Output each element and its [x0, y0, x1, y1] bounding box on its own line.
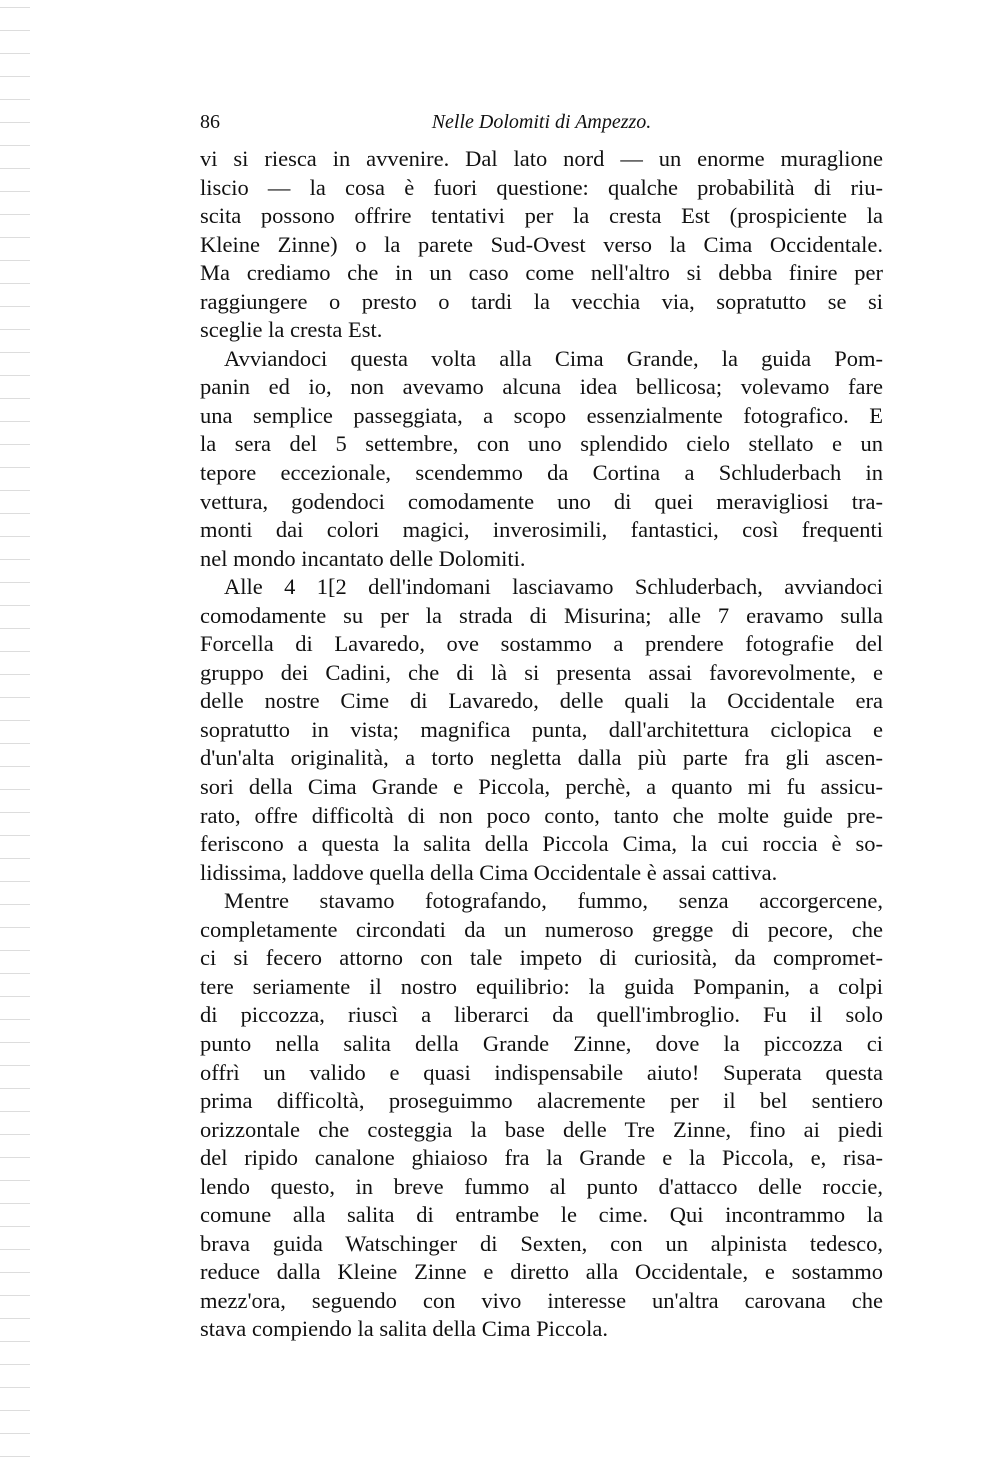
text-line: stava compiendo la salita della Cima Piccola. [200, 1316, 608, 1342]
running-title: Nelle Dolomiti di Ampezzo. [431, 111, 652, 133]
page-body [200, 145, 883, 1344]
text-line: gruppo dei Cadini, che di là si presenta assai favorevolmente, e [200, 659, 883, 685]
text-line: panin ed io, non avevamo alcuna idea bellicosa; volevamo fare [200, 374, 883, 400]
text-line: Avviandoci questa volta alla Cima Grande, la guida Pom- [224, 345, 883, 371]
text-line: brava guida Watschinger di Sexten, con un alpinista tedesco, [200, 1230, 883, 1256]
text-line: ci si fecero attorno con tale impeto di curiosità, da compromet- [200, 945, 883, 971]
text-line: vi si riesca in avvenire. Dal lato nord — un enorme muraglione [200, 146, 883, 171]
paragraph [200, 145, 883, 345]
text-line: Forcella di Lavaredo, ove sostammo a prendere fotografie del [200, 631, 883, 657]
text-line: comune alla salita di entrambe le cime. Qui incontrammo la [200, 1202, 883, 1228]
text-line: Alle 4 1[2 dell'indomani lasciavamo Schluderbach, avviandoci [224, 574, 883, 600]
text-line: scita possono offrire tentativi per la cresta Est (prospiciente la [200, 203, 883, 229]
text-line: lendo questo, in breve fummo al punto d'attacco delle roccie, [200, 1173, 883, 1199]
text-line: comodamente su per la strada di Misurina; alle 7 eravamo sulla [200, 602, 883, 628]
scan-margin-noise [0, 0, 30, 1475]
text-line: delle nostre Cime di Lavaredo, delle quali la Occidentale era [200, 688, 883, 714]
text-line: del ripido canalone ghiaioso fra la Grande e la Piccola, e, risa- [200, 1145, 883, 1171]
text-line: raggiungere o presto o tardi la vecchia via, sopratutto se si [200, 288, 883, 314]
text-line: d'un'alta originalità, a torto negletta dalla più parte fra gli ascen- [200, 745, 883, 771]
text-line: mezz'ora, seguendo con vivo interesse un'altra carovana che [200, 1287, 883, 1313]
text-line: nel mondo incantato delle Dolomiti. [200, 545, 526, 571]
text-line: tere seriamente il nostro equilibrio: la guida Pompanin, a colpi [200, 973, 883, 999]
paragraph [200, 573, 883, 887]
text-line: sceglie la cresta Est. [200, 317, 383, 343]
text-line: Ma crediamo che in un caso come nell'altro si debba finire per [200, 260, 883, 286]
paragraph [200, 345, 883, 573]
text-line: sori della Cima Grande e Piccola, perchè, a quanto mi fu assicu- [200, 774, 883, 800]
text-line: completamente circondati da un numeroso gregge di pecore, che [200, 916, 883, 942]
text-line: vettura, godendoci comodamente uno di quei meravigliosi tra- [200, 488, 883, 514]
text-line: monti dai colori magici, inverosimili, fantastici, così frequenti [200, 517, 883, 543]
text-line: reduce dalla Kleine Zinne e diretto alla Occidentale, e sostammo [200, 1259, 883, 1285]
paragraph [200, 887, 883, 1344]
text-line: rato, offre difficoltà di non poco conto, tanto che molte guide pre- [200, 802, 883, 828]
text-line: Kleine Zinne) o la parete Sud-Ovest verso la Cima Occidentale. [200, 231, 883, 257]
text-line: di piccozza, riuscì a liberarci da quell'imbroglio. Fu il solo [200, 1002, 883, 1028]
text-line: offrì un valido e quasi indispensabile aiuto! Superata questa [200, 1059, 883, 1085]
text-line: lidissima, laddove quella della Cima Occidentale è assai cattiva. [200, 859, 778, 885]
text-line: prima difficoltà, proseguimmo alacremente per il bel sentiero [200, 1088, 883, 1114]
page-number: 86 [200, 111, 220, 133]
text-line: una semplice passeggiata, a scopo essenzialmente fotografico. E [200, 402, 883, 428]
text-line: tepore eccezionale, scendemmo da Cortina a Schluderbach in [200, 460, 883, 486]
text-line: liscio — la cosa è fuori questione: qualche probabilità di riu- [200, 174, 883, 200]
text-line: feriscono a questa la salita della Piccola Cima, la cui roccia è so- [200, 831, 883, 857]
page-header [200, 111, 883, 139]
text-line: orizzontale che costeggia la base delle Tre Zinne, fino ai piedi [200, 1116, 883, 1142]
text-line: sopratutto in vista; magnifica punta, dall'architettura ciclopica e [200, 716, 883, 742]
text-line: Mentre stavamo fotografando, fummo, senza accorgercene, [224, 888, 883, 914]
text-line: la sera del 5 settembre, con uno splendido cielo stellato e un [200, 431, 883, 457]
text-line: punto nella salita della Grande Zinne, dove la piccozza ci [200, 1030, 883, 1056]
